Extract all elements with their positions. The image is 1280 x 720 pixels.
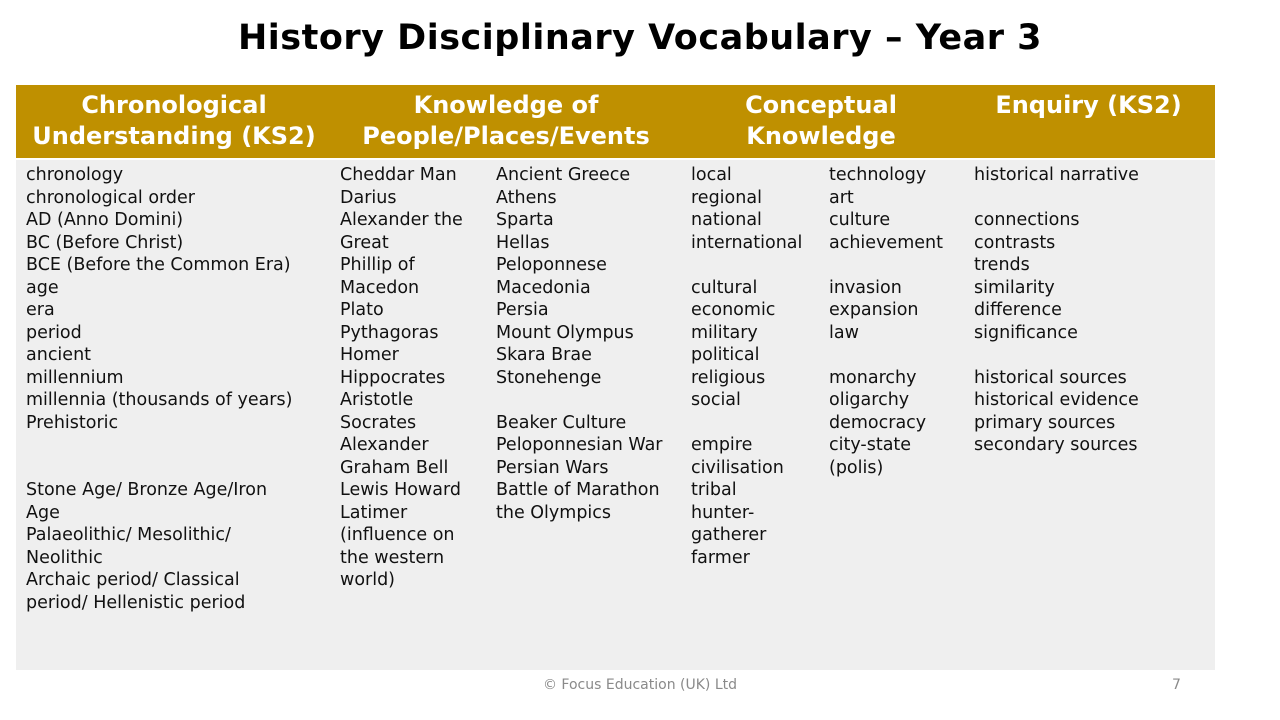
- vocab-term: Alexander: [340, 435, 429, 455]
- vocab-term: Mount Olympus: [496, 322, 634, 343]
- vocab-term: culture: [829, 210, 891, 230]
- vocab-term: gatherer: [691, 525, 767, 545]
- spacer: [974, 187, 1139, 210]
- header-chronological: Chronological Understanding (KS2): [32, 91, 316, 150]
- vocab-term: Prehistoric: [26, 412, 119, 433]
- vocab-term: Battle of Marathon: [496, 480, 660, 500]
- vocab-term: cultural: [691, 277, 758, 298]
- column-places: [496, 164, 663, 524]
- vocab-term: Persian Wars: [496, 457, 609, 478]
- vocab-term: Neolithic: [26, 547, 103, 568]
- vocab-term: world): [340, 570, 396, 590]
- vocab-term: religious: [691, 367, 766, 388]
- vocab-term: national: [691, 210, 762, 230]
- vocab-term: Palaeolithic/ Mesolithic/: [26, 525, 231, 545]
- vocab-term: BC (Before Christ): [26, 232, 184, 253]
- vocab-term: historical evidence: [974, 390, 1139, 410]
- vocab-term: empire: [691, 435, 753, 455]
- table-header: [16, 85, 1215, 160]
- vocab-term: local: [691, 165, 732, 185]
- vocab-term: Graham Bell: [340, 457, 449, 478]
- vocab-term: chronology: [26, 165, 124, 185]
- vocab-term: political: [691, 345, 760, 365]
- vocab-term: age: [26, 277, 59, 298]
- spacer: [691, 254, 802, 277]
- vocab-term: period/ Hellenistic period: [26, 592, 246, 613]
- spacer: [26, 434, 292, 457]
- spacer: [26, 457, 292, 480]
- vocab-term: primary sources: [974, 412, 1116, 433]
- vocab-term: tribal: [691, 480, 737, 500]
- vocab-term: AD (Anno Domini): [26, 210, 184, 230]
- vocab-term: Aristotle: [340, 390, 414, 410]
- vocab-term: millennia (thousands of years): [26, 390, 293, 410]
- vocab-term: Skara Brae: [496, 345, 592, 365]
- header-enquiry: Enquiry (KS2): [995, 91, 1182, 119]
- vocab-term: contrasts: [974, 232, 1056, 253]
- vocab-term: Hippocrates: [340, 367, 446, 388]
- spacer: [974, 344, 1139, 367]
- vocab-term: Peloponnesian War: [496, 435, 663, 455]
- vocab-term: period: [26, 322, 82, 343]
- vocab-term: Ancient Greece: [496, 165, 631, 185]
- vocab-term: Phillip of: [340, 255, 415, 275]
- vocab-term: Stonehenge: [496, 367, 602, 388]
- column-chronological: [26, 164, 292, 614]
- vocab-term: Macedonia: [496, 277, 591, 298]
- column-conceptual-b: [829, 164, 943, 479]
- vocab-term: social: [691, 390, 741, 410]
- vocab-term: difference: [974, 300, 1062, 320]
- spacer: [496, 389, 663, 412]
- vocab-term: oligarchy: [829, 390, 910, 410]
- vocab-term: the Olympics: [496, 502, 612, 523]
- vocab-term: Pythagoras: [340, 322, 439, 343]
- vocab-term: Homer: [340, 345, 399, 365]
- column-people: [340, 164, 463, 592]
- vocab-term: economic: [691, 300, 776, 320]
- vocab-term: the western: [340, 547, 445, 568]
- vocab-term: similarity: [974, 277, 1055, 298]
- vocab-term: civilisation: [691, 457, 784, 478]
- vocab-term: international: [691, 232, 803, 253]
- vocab-term: Lewis Howard: [340, 480, 461, 500]
- vocabulary-table: [16, 85, 1215, 670]
- vocab-term: Alexander the: [340, 210, 463, 230]
- vocab-term: connections: [974, 210, 1080, 230]
- vocab-term: ancient: [26, 345, 92, 365]
- vocab-term: military: [691, 322, 758, 343]
- vocab-term: regional: [691, 187, 762, 208]
- vocab-term: significance: [974, 322, 1078, 343]
- column-conceptual-a: [691, 164, 802, 569]
- vocab-term: city-state: [829, 435, 912, 455]
- page-number: 7: [1172, 677, 1181, 693]
- vocab-term: (influence on: [340, 525, 455, 545]
- vocab-term: Beaker Culture: [496, 412, 627, 433]
- vocab-term: Stone Age/ Bronze Age/Iron: [26, 480, 268, 500]
- vocab-term: millennium: [26, 367, 124, 388]
- vocab-term: Persia: [496, 300, 549, 320]
- vocab-term: Peloponnese: [496, 255, 607, 275]
- vocab-term: historical sources: [974, 367, 1127, 388]
- vocab-term: Latimer: [340, 502, 408, 523]
- vocab-term: Archaic period/ Classical: [26, 570, 240, 590]
- vocab-term: hunter-: [691, 502, 755, 523]
- spacer: [691, 412, 802, 435]
- vocab-term: Cheddar Man: [340, 165, 457, 185]
- vocab-term: chronological order: [26, 187, 196, 208]
- vocab-term: Age: [26, 502, 60, 523]
- column-enquiry: [974, 164, 1139, 457]
- vocab-term: Sparta: [496, 210, 554, 230]
- page-title: History Disciplinary Vocabulary – Year 3: [237, 18, 1043, 58]
- footer-copyright: © Focus Education (UK) Ltd: [542, 677, 737, 693]
- vocab-term: trends: [974, 255, 1030, 275]
- vocab-term: (polis): [829, 457, 884, 478]
- vocab-term: Athens: [496, 187, 557, 208]
- vocab-term: technology: [829, 165, 927, 185]
- vocab-term: Macedon: [340, 277, 420, 298]
- header-knowledge: Knowledge of People/Places/Events: [362, 91, 650, 150]
- vocab-term: Plato: [340, 300, 384, 320]
- header-conceptual: Conceptual Knowledge: [745, 91, 897, 150]
- vocab-term: historical narrative: [974, 165, 1139, 185]
- vocab-term: democracy: [829, 412, 927, 433]
- vocab-term: Darius: [340, 187, 397, 208]
- vocab-term: achievement: [829, 232, 943, 253]
- vocab-term: BCE (Before the Common Era): [26, 255, 291, 275]
- vocab-term: Socrates: [340, 412, 417, 433]
- vocab-term: law: [829, 322, 859, 343]
- vocab-term: Great: [340, 232, 389, 253]
- vocab-term: era: [26, 300, 55, 320]
- spacer: [829, 254, 943, 277]
- vocab-term: Hellas: [496, 232, 550, 253]
- vocab-term: expansion: [829, 300, 919, 320]
- vocab-term: farmer: [691, 547, 750, 568]
- vocab-term: art: [829, 187, 854, 208]
- spacer: [829, 344, 943, 367]
- vocab-term: monarchy: [829, 367, 917, 388]
- vocab-term: invasion: [829, 277, 902, 298]
- vocab-term: secondary sources: [974, 435, 1138, 455]
